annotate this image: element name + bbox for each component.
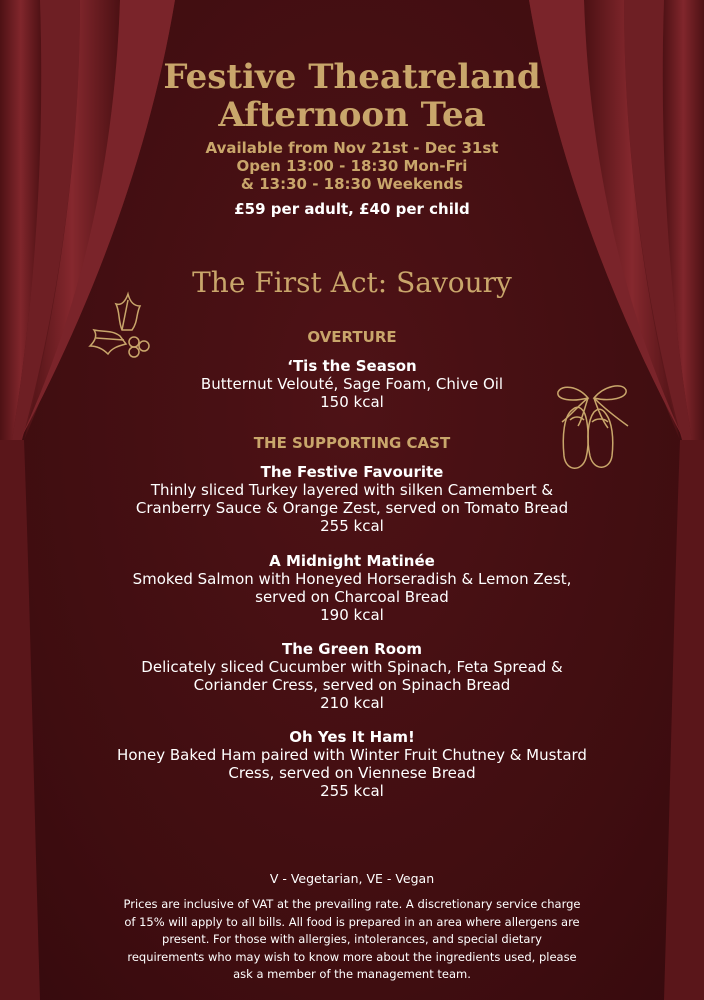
section-heading-supporting-cast: THE SUPPORTING CAST (253, 434, 451, 452)
dish-calories: 150 kcal (320, 393, 384, 411)
price-info: £59 per adult, £40 per child (234, 200, 470, 218)
dish-name: ‘Tis the Season (287, 357, 417, 375)
dish-name: The Green Room (281, 640, 423, 658)
menu-item (80, 552, 624, 624)
dish-description: served on Charcoal Bread (255, 588, 449, 606)
dish-calories: 190 kcal (320, 606, 384, 624)
dish-description: Cranberry Sauce & Orange Zest, served on Tomato Bread (135, 499, 569, 517)
availability-dates: Available from Nov 21st - Dec 31st (205, 139, 499, 157)
weekend-hours: & 13:30 - 18:30 Weekends (240, 175, 464, 193)
dish-description: Cress, served on Viennese Bread (228, 764, 476, 782)
menu-item (80, 728, 624, 800)
availability-info (80, 139, 624, 193)
fine-print-line: present. For those with allergies, intolerances, and special dietary (162, 932, 542, 946)
page-title (80, 58, 624, 134)
dish-description: Delicately sliced Cucumber with Spinach, Feta Spread & (141, 658, 563, 676)
dish-name: Oh Yes It Ham! (289, 728, 415, 746)
menu-item (80, 463, 624, 535)
section-heading-overture: OVERTURE (307, 328, 397, 346)
fine-print-line: of 15% will apply to all bills. All food is prepared in an area where allergens are (124, 914, 580, 929)
menu-item (80, 640, 624, 712)
dietary-legend: V - Vegetarian, VE - Vegan (269, 871, 435, 886)
dish-description: Thinly sliced Turkey layered with silken Camembert & (150, 481, 554, 499)
dish-description: Coriander Cress, served on Spinach Bread (193, 676, 511, 694)
fine-print-line: ask a member of the management team. (233, 967, 471, 981)
weekday-hours: Open 13:00 - 18:30 Mon-Fri (236, 157, 468, 175)
dish-description: Butternut Velouté, Sage Foam, Chive Oil (200, 375, 504, 393)
dish-calories: 255 kcal (320, 517, 384, 535)
dish-description: Honey Baked Ham paired with Winter Fruit Chutney & Mustard (117, 746, 587, 764)
act-title: The First Act: Savoury (192, 266, 512, 299)
dish-calories: 255 kcal (320, 782, 384, 800)
menu-item (80, 357, 624, 411)
fine-print (94, 896, 610, 984)
dish-calories: 210 kcal (320, 694, 384, 712)
fine-print-line: Prices are inclusive of VAT at the prevailing rate. A discretionary service charge (123, 897, 581, 911)
holly-icon (86, 290, 158, 362)
dish-name: A Midnight Matinée (269, 552, 435, 570)
dish-description: Smoked Salmon with Honeyed Horseradish & Lemon Zest, (132, 570, 572, 588)
dish-name: The Festive Favourite (260, 463, 444, 481)
title-line-2: Afternoon Tea (218, 95, 486, 135)
title-line-1: Festive Theatreland (163, 57, 541, 97)
fine-print-line: requirements who may wish to know more about the ingredients used, please (127, 949, 577, 964)
